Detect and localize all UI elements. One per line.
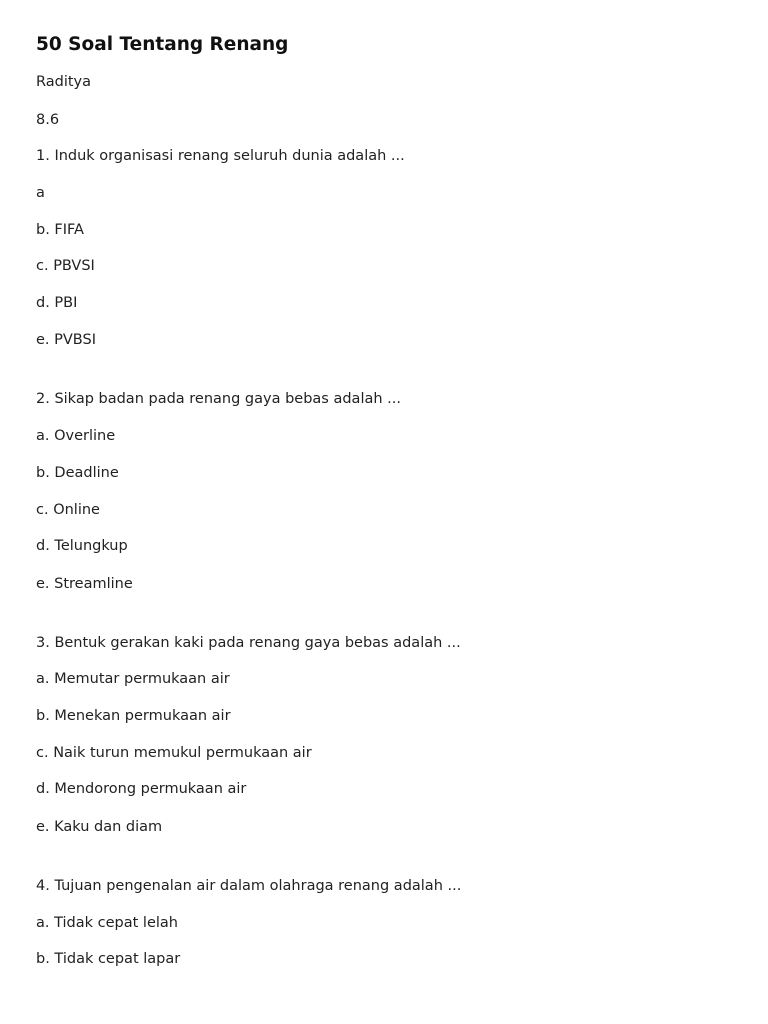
question-2-option-c: c. Online <box>36 502 100 518</box>
question-3-option-d: d. Mendorong permukaan air <box>36 781 247 797</box>
question-3-option-b: b. Menekan permukaan air <box>36 708 231 724</box>
question-2-option-b: b. Deadline <box>36 465 119 481</box>
question-2-option-d: d. Telungkup <box>36 538 128 554</box>
question-3-option-e: e. Kaku dan diam <box>36 819 163 835</box>
question-3-text: 3. Bentuk gerakan kaki pada renang gaya bebas adalah ... <box>36 635 461 651</box>
question-2-option-a: a. Overline <box>36 428 116 444</box>
question-3-option-c: c. Naik turun memukul permukaan air <box>36 745 312 761</box>
question-2-option-e: e. Streamline <box>36 576 133 592</box>
question-4-option-a: a. Tidak cepat lelah <box>36 915 178 931</box>
question-4-option-b: b. Tidak cepat lapar <box>36 951 181 967</box>
question-4-text: 4. Tujuan pengenalan air dalam olahraga renang adalah ... <box>36 878 462 894</box>
question-1-option-a: a <box>36 185 45 201</box>
question-2-text: 2. Sikap badan pada renang gaya bebas adalah ... <box>36 391 401 407</box>
question-1-option-c: c. PBVSI <box>36 258 95 274</box>
question-1-option-d: d. PBI <box>36 295 78 311</box>
question-1-option-e: e. PVBSI <box>36 332 96 348</box>
class-label: 8.6 <box>36 112 60 128</box>
question-1-text: 1. Induk organisasi renang seluruh dunia adalah ... <box>36 148 405 164</box>
question-3-option-a: a. Memutar permukaan air <box>36 671 230 687</box>
author-name: Raditya <box>36 74 92 90</box>
question-1-option-b: b. FIFA <box>36 222 84 238</box>
document-title: 50 Soal Tentang Renang <box>36 34 289 55</box>
